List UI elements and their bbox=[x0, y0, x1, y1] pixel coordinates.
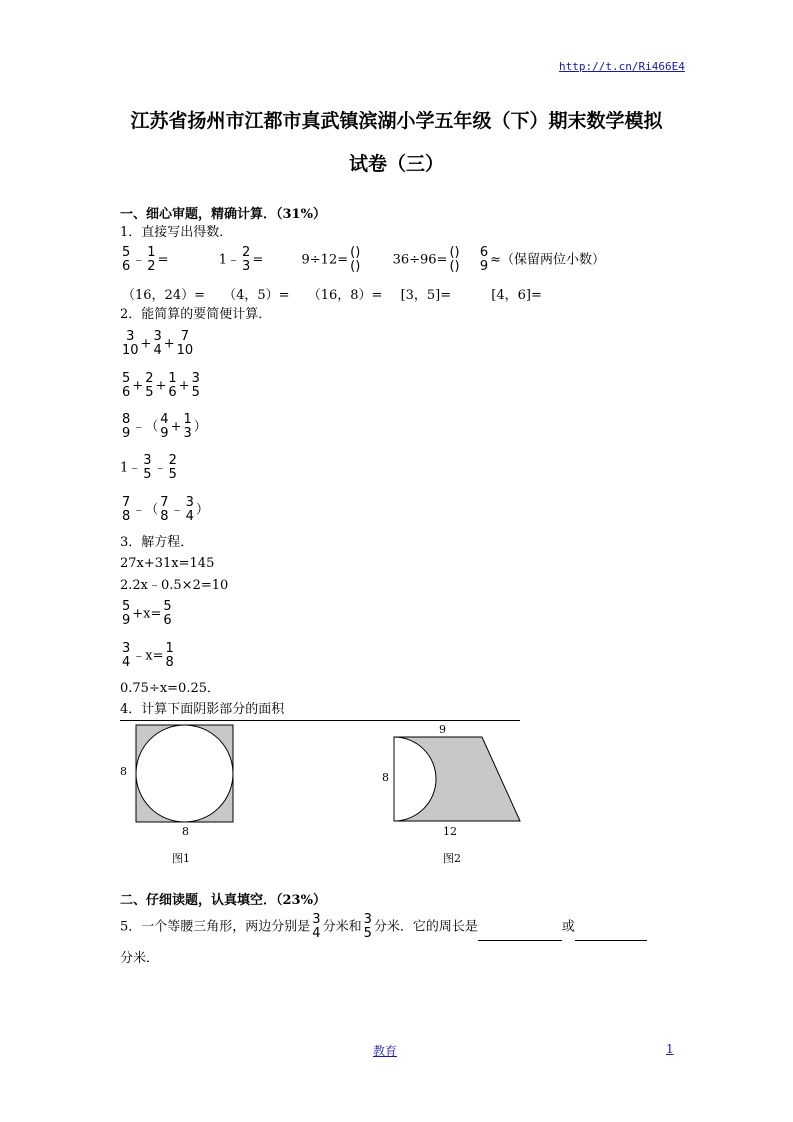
question-3-prompt: 3．解方程． bbox=[120, 535, 194, 550]
question-5-line2: 分米． bbox=[120, 951, 160, 966]
fraction: () () bbox=[449, 245, 460, 274]
question-1-expressions: 5 6 ﹣ 1 2 = 1﹣ 2 3 = 9÷12= () () 36÷96= () () 6 9 ≈（保留两位小数） bbox=[122, 245, 606, 274]
fraction: 5 6 bbox=[122, 371, 131, 400]
page-number[interactable]: 1 bbox=[666, 1042, 674, 1056]
question-2-expr-5: 7 8 ﹣（ 7 8 ﹣ 3 4 ） bbox=[122, 495, 209, 524]
fraction: () () bbox=[350, 245, 361, 274]
fraction: 7 10 bbox=[176, 329, 194, 358]
equation-1: 27x+31x=145 bbox=[120, 556, 215, 571]
figure-1-caption: 图1 bbox=[172, 852, 190, 865]
question-1-gcd-lcm-row: （16，24）= （4，5）= （16，8）= [3，5]= [4，6]= bbox=[122, 288, 542, 303]
question-1-prompt: 1．直接写出得数． bbox=[120, 225, 233, 240]
header-link[interactable]: http://t.cn/Ri466E4 bbox=[559, 60, 685, 73]
fraction: 1 8 bbox=[165, 641, 174, 670]
fraction: 2 5 bbox=[168, 453, 177, 482]
equation-3: 5 9 +x= 5 6 bbox=[122, 599, 172, 628]
question-5: 5．一个等腰三角形，两边分别是 3 4 分米和 3 5 分米．它的周长是 或 bbox=[120, 913, 647, 941]
fraction: 3 5 bbox=[191, 371, 200, 400]
fraction: 3 4 bbox=[312, 912, 321, 941]
page-title-line2: 试卷（三） bbox=[348, 153, 444, 175]
fraction: 2 5 bbox=[145, 371, 154, 400]
fraction: 1 2 bbox=[147, 245, 156, 274]
question-2-prompt: 2．能简算的要简便计算． bbox=[120, 307, 272, 322]
fraction: 2 3 bbox=[242, 245, 251, 274]
section-heading-1: 一、细心审题，精确计算．（31%） bbox=[120, 207, 326, 222]
question-4-prompt: 4．计算下面阴影部分的面积 bbox=[120, 702, 285, 717]
figure-1-side-label: 8 bbox=[120, 765, 127, 778]
figure-1-bottom-label: 8 bbox=[182, 825, 189, 838]
fraction: 1 6 bbox=[168, 371, 177, 400]
page-title: 江苏省扬州市江都市真武镇滨湖小学五年级（下）期末数学模拟 bbox=[130, 110, 663, 132]
figure-area bbox=[120, 722, 522, 870]
equation-2: 2.2x﹣0.5×2=10 bbox=[120, 578, 229, 593]
equation-4: 3 4 ﹣x= 1 8 bbox=[122, 641, 174, 670]
figure-2-side-label: 8 bbox=[382, 771, 389, 784]
section-heading-2: 二、仔细读题，认真填空．（23%） bbox=[120, 893, 326, 908]
fraction: 3 5 bbox=[363, 912, 372, 941]
question-2-expr-3: 8 9 ﹣（ 4 9 + 1 3 ） bbox=[122, 412, 207, 441]
answer-blank-2[interactable] bbox=[575, 926, 647, 941]
fraction: 3 4 bbox=[185, 495, 194, 524]
fraction: 4 9 bbox=[160, 412, 169, 441]
question-2-expr-2: 5 6 + 2 5 + 1 6 + 3 5 bbox=[122, 371, 200, 400]
fraction: 3 5 bbox=[143, 453, 152, 482]
fraction: 5 9 bbox=[122, 599, 131, 628]
answer-blank-1[interactable] bbox=[478, 926, 562, 941]
figure-1-circle bbox=[136, 725, 233, 822]
fraction: 5 6 bbox=[163, 599, 172, 628]
fraction: 6 9 bbox=[479, 245, 489, 274]
fraction: 5 6 bbox=[122, 245, 131, 274]
fraction: 1 3 bbox=[183, 412, 192, 441]
figure-2-bottom-label: 12 bbox=[443, 825, 457, 838]
question-2-expr-1: 3 10 + 3 4 + 7 10 bbox=[122, 329, 194, 358]
fraction: 3 4 bbox=[122, 641, 131, 670]
fraction: 8 9 bbox=[122, 412, 131, 441]
fraction: 3 4 bbox=[153, 329, 162, 358]
figure-2-top-label: 9 bbox=[439, 723, 446, 736]
fraction: 3 10 bbox=[122, 329, 139, 358]
question-2-expr-4: 1﹣ 3 5 ﹣ 2 5 bbox=[120, 453, 177, 482]
equation-5: 0.75÷x=0.25． bbox=[120, 681, 221, 696]
footer-link[interactable]: 教育 bbox=[373, 1044, 398, 1058]
fraction: 7 8 bbox=[160, 495, 169, 524]
figure-2-caption: 图2 bbox=[443, 852, 461, 865]
fraction: 7 8 bbox=[122, 495, 131, 524]
figure-top-rule bbox=[120, 720, 520, 721]
